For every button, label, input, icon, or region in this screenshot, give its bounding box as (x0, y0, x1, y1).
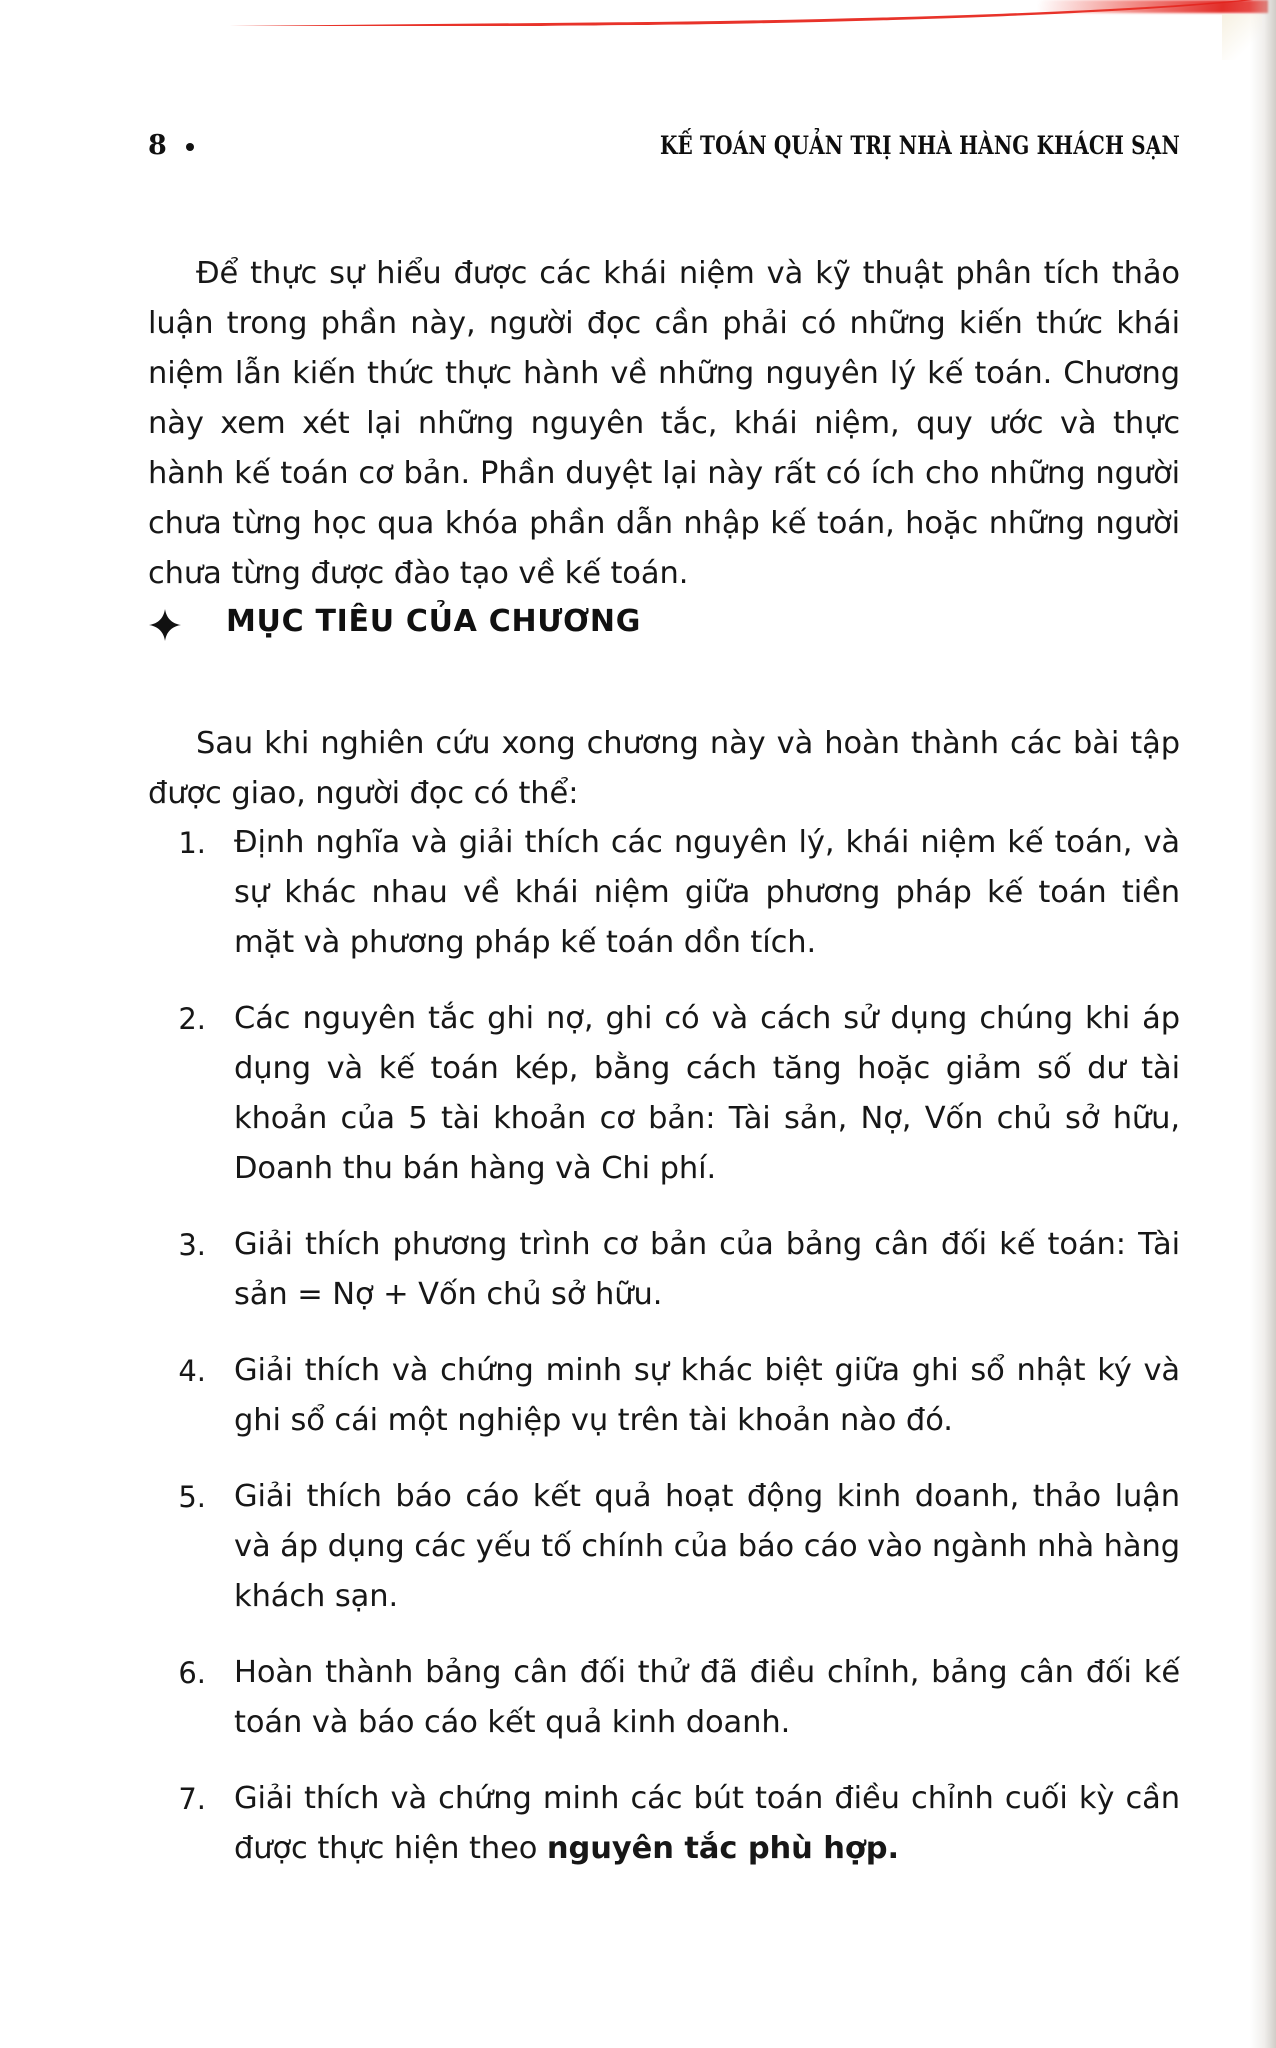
list-item-text: Giải thích và chứng minh sự khác biệt giữa ghi sổ nhật ký và ghi sổ cái một nghiệp vụ trên tài khoản nào đó. (234, 1353, 1180, 1438)
list-item-text: Giải thích báo cáo kết quả hoạt động kinh doanh, thảo luận và áp dụng các yếu tố chính của báo cáo vào ngành nhà hàng khách sạn. (234, 1479, 1180, 1614)
list-item-number: 4. (178, 1354, 206, 1388)
page-number: 8 (148, 130, 168, 161)
list-item-number: 3. (178, 1228, 206, 1262)
scan-corner-fold (1222, 14, 1262, 60)
list-item-text: Giải thích phương trình cơ bản của bảng cân đối kế toán: Tài sản = Nợ + Vốn chủ sở hữu. (234, 1227, 1180, 1312)
list-item-text-plain: Giải thích và chứng minh các bút toán điều chỉnh cuối kỳ cần được thực hiện theo (234, 1781, 1180, 1866)
list-item-number: 5. (178, 1480, 206, 1514)
list-item (148, 994, 1180, 1194)
intro-paragraph: Để thực sự hiểu được các khái niệm và kỹ thuật phân tích thảo luận trong phần này, người đọc cần phải có những kiến thức khái niệm lẫn kiến thức thực hành về những nguyên lý kế toán. Chương này xem xét lại những nguyên tắc, khái niệm, quy ước và thực hành kế toán cơ bản. Phần duyệt lại này rất có ích cho những người chưa từng học qua khóa phần dẫn nhập kế toán, hoặc những người chưa từng được đào tạo về kế toán. (148, 255, 1180, 591)
objectives-list (148, 818, 1180, 1900)
list-item-number: 1. (178, 826, 206, 860)
list-item-text: Hoàn thành bảng cân đối thử đã điều chỉnh, bảng cân đối kế toán và báo cáo kết quả kinh doanh. (234, 1655, 1180, 1740)
list-item-text: Định nghĩa và giải thích các nguyên lý, khái niệm kế toán, và sự khác nhau về khái niệm giữa phương pháp kế toán tiền mặt và phương pháp kế toán dồn tích. (234, 825, 1180, 960)
list-item (148, 1774, 1180, 1874)
list-item-text (234, 1774, 1180, 1874)
folio-dot-icon (186, 143, 194, 151)
scan-red-page-edge (0, 0, 1276, 26)
book-title-header: KẾ TOÁN QUẢN TRỊ NHÀ HÀNG KHÁCH SẠN (660, 131, 1180, 160)
list-item-number: 7. (178, 1782, 206, 1816)
list-item-number: 2. (178, 1002, 206, 1036)
list-item (148, 1220, 1180, 1320)
list-item-text-emphasis: nguyên tắc phù hợp. (546, 1831, 899, 1866)
objectives-lead-paragraph: Sau khi nghiên cứu xong chương này và hoàn thành các bài tập được giao, người đọc có thể: (148, 725, 1180, 811)
scan-red-edge-highlight (1038, 0, 1268, 13)
list-item (148, 818, 1180, 968)
scan-red-edge-curve (0, 0, 1276, 26)
list-item-text: Các nguyên tắc ghi nợ, ghi có và cách sử dụng chúng khi áp dụng và kế toán kép, bằng cách tăng hoặc giảm số dư tài khoản của 5 tài khoản cơ bản: Tài sản, Nợ, Vốn chủ sở hữu, Doanh thu bán hàng và Chi phí. (234, 1001, 1180, 1186)
list-item (148, 1648, 1180, 1748)
running-head (148, 130, 1180, 176)
scan-page-shadow (1250, 0, 1276, 2048)
sparkle-icon (148, 608, 182, 642)
section-title: MỤC TIÊU CỦA CHƯƠNG (226, 604, 642, 639)
section-heading (148, 604, 1180, 652)
list-item (148, 1346, 1180, 1446)
list-item-number: 6. (178, 1656, 206, 1690)
list-item (148, 1472, 1180, 1622)
